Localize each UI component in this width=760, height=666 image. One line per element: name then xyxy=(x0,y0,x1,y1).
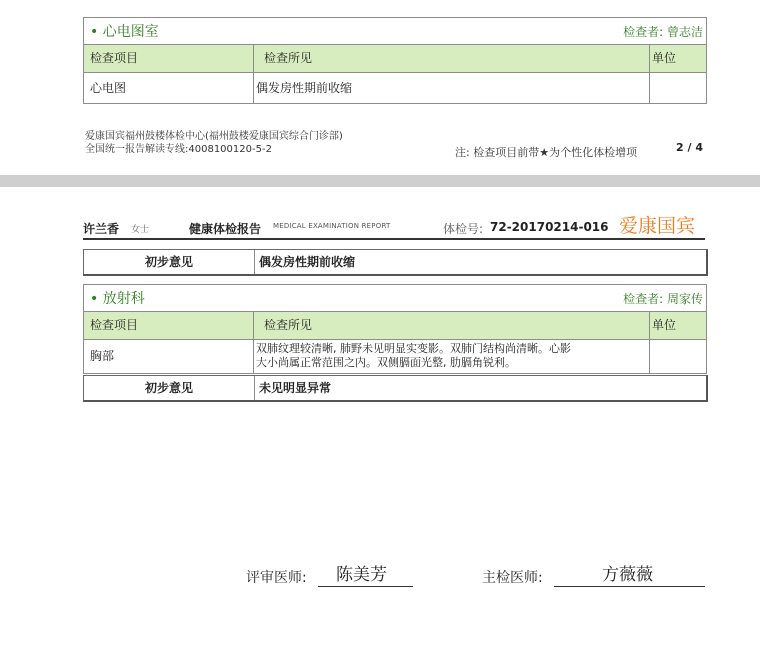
radiology-table-header xyxy=(84,312,706,340)
brand-logo: 爱康国宾 xyxy=(619,215,696,237)
reviewer-label: 评审医师: xyxy=(246,570,307,586)
header-rule xyxy=(83,238,705,240)
radiology-inspector-name: 周家传 xyxy=(666,292,703,306)
reviewer-signature-line xyxy=(318,586,413,587)
radiology-opinion-label: 初步意见 xyxy=(84,376,255,400)
report-header xyxy=(83,210,705,238)
ecg-section xyxy=(83,17,707,104)
ecg-table-header xyxy=(84,45,706,73)
exam-no-label: 体检号: xyxy=(443,222,484,236)
ecg-section-title: • 心电图室 xyxy=(90,24,159,40)
row-unit xyxy=(650,340,706,373)
page-number: 2 / 4 xyxy=(676,141,703,154)
chief-name: 方薇薇 xyxy=(602,565,653,585)
table-row xyxy=(84,340,706,373)
ecg-opinion-label: 初步意见 xyxy=(84,250,255,274)
radiology-inspector-label: 检查者: xyxy=(623,292,664,306)
ecg-section-header xyxy=(84,18,706,45)
row-finding-line1: 双肺纹理较清晰, 肺野未见明显实变影。双肺门结构尚清晰。心影 xyxy=(256,342,571,355)
org-line1: 爱康国宾福州鼓楼体检中心(福州鼓楼爱康国宾综合门诊部) xyxy=(85,131,343,142)
radiology-section-header xyxy=(84,285,706,312)
report-title: 健康体检报告 xyxy=(189,222,262,236)
row-item: 胸部 xyxy=(84,340,254,373)
ecg-opinion xyxy=(83,249,708,276)
row-finding-line2: 大小尚属正常范围之内。双侧膈面光整, 肋膈角锐利。 xyxy=(256,356,516,369)
row-finding: 偶发房性期前收缩 xyxy=(254,73,650,103)
page-separator xyxy=(0,175,760,187)
radiology-section-title: • 放射科 xyxy=(90,291,145,307)
ecg-inspector-label: 检查者: xyxy=(623,25,664,39)
row-item: 心电图 xyxy=(84,73,254,103)
column-header-item: 检查项目 xyxy=(84,312,254,339)
reviewer-name: 陈美芳 xyxy=(336,565,387,585)
ecg-inspector xyxy=(623,23,703,40)
radiology-opinion xyxy=(83,375,708,402)
custom-item-note: 注: 检查项目前带★为个性化体检增项 xyxy=(455,146,638,159)
column-header-finding: 检查所见 xyxy=(254,312,650,339)
column-header-finding: 检查所见 xyxy=(254,45,650,72)
row-finding xyxy=(254,340,650,373)
patient-gender: 女士 xyxy=(131,225,150,235)
ecg-inspector-name: 曾志洁 xyxy=(666,25,703,39)
column-header-item: 检查项目 xyxy=(84,45,254,72)
chief-signature-line xyxy=(554,586,705,587)
table-row xyxy=(84,73,706,103)
ecg-opinion-text: 偶发房性期前收缩 xyxy=(259,255,356,269)
radiology-section xyxy=(83,284,707,374)
row-unit xyxy=(650,73,706,103)
report-title-en: MEDICAL EXAMINATION REPORT xyxy=(273,222,391,230)
column-header-unit: 单位 xyxy=(652,51,677,65)
radiology-opinion-text: 未见明显异常 xyxy=(259,381,332,395)
org-info xyxy=(85,130,343,156)
column-header-unit: 单位 xyxy=(652,318,677,332)
radiology-inspector xyxy=(623,290,703,307)
chief-label: 主检医师: xyxy=(482,570,543,586)
exam-no: 72-20170214-016 xyxy=(490,220,609,234)
patient-name: 许兰香 xyxy=(83,222,120,236)
org-line2: 全国统一报告解读专线:4008100120-5-2 xyxy=(85,144,272,155)
